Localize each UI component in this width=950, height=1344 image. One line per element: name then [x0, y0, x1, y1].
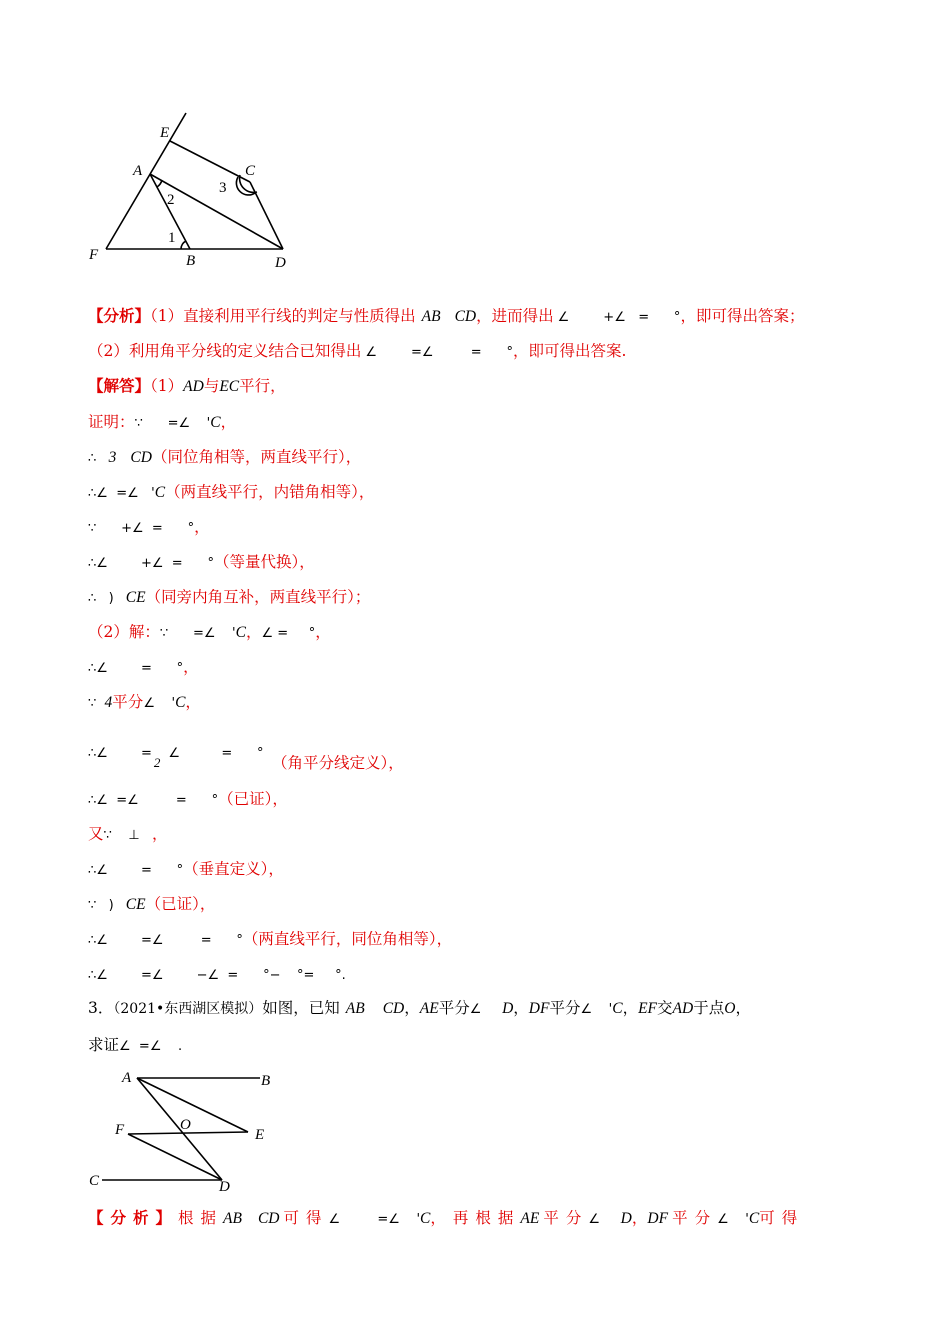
analysis-line-1: 【分析】（1）直接利用平行线的判定与性质得出 AB CD，进而得出 ∠ +∠ = °，即可得出答案；: [88, 306, 805, 325]
fig1-label-C: C: [245, 163, 256, 179]
reason-12: （已证），: [218, 790, 288, 808]
analysis-cd: CD: [454, 308, 477, 325]
reason-11: （角平分线定义），: [272, 754, 404, 772]
analysis-3-tag: 【分析】: [88, 1208, 179, 1227]
fig1-label-A: A: [133, 163, 143, 179]
proof-line-8: （2）解：∵ =∠ 'C，∠ = °，: [88, 623, 331, 641]
answer-ad: AD: [183, 378, 204, 395]
fig1-line-EC: [170, 141, 250, 182]
proof-line-3: ∴ 3 CD（同位角相等，两直线平行），: [88, 448, 362, 466]
fig1-label-B: B: [186, 253, 196, 269]
answer-parallel: 平行，: [239, 377, 286, 395]
proof-line-13: 又∵ ⊥ ，: [88, 825, 168, 843]
fig1-label-D: D: [275, 255, 286, 271]
problem-3-line-1: 3．（2021•东西湖区模拟）如图，已知 AB CD，AE平分∠ D，DF平分∠ 'C，EF交AD于点O，: [88, 999, 751, 1017]
fig1-label-2: 2: [167, 192, 175, 208]
also-label: 又: [88, 825, 104, 843]
bisect-label: 平分: [112, 693, 144, 711]
fig1-label-F: F: [89, 247, 99, 263]
fig1-label-1: 1: [168, 230, 176, 246]
a3-d: 平分: [543, 1209, 589, 1227]
proof-line-12: ∴∠ =∠ = °（已证），: [88, 790, 288, 808]
fig1-label-E: E: [160, 125, 170, 141]
analysis-text-2: ，进而得出: [476, 307, 554, 325]
analysis-line-2: （2）利用角平分线的定义结合已知得出 ∠ =∠ = °，即可得出答案.: [88, 342, 627, 360]
a3-e: 平分: [672, 1209, 718, 1227]
answer-line-1: [88, 376, 286, 397]
analysis-3-line: 【分析】根据AB CD 可得∠ =∠ 'C，再根据AE 平分∠ D，DF 平分∠ 'C可得: [88, 1208, 805, 1227]
reason-6: （等量代换），: [213, 553, 315, 571]
a3-a: 根据: [178, 1209, 224, 1227]
proof-line-14: ∴∠ = °（垂直定义），: [88, 860, 284, 878]
fig2-line-FD: [128, 1134, 222, 1180]
fig1-angle-1-arc: [181, 241, 186, 249]
fig2-label-F: F: [115, 1122, 125, 1138]
answer-ec: EC: [219, 378, 240, 395]
answer-head: （1）: [150, 377, 184, 395]
proof-line-5: ∵ +∠ = °，: [88, 518, 210, 536]
analysis-text-3: ，即可得出答案；: [680, 307, 805, 325]
proof-line-9: ∴∠ = °，: [88, 658, 199, 676]
analysis-text-5: ，即可得出答案.: [512, 342, 627, 360]
a3-c: ，再根据: [430, 1209, 521, 1227]
reason-3: （同位角相等，两直线平行），: [151, 448, 362, 466]
problem-3-line-2: 求证∠ =∠ .: [88, 1036, 183, 1054]
fig1-angle-2-arc: [157, 180, 162, 187]
proof-line-10: ∵ 4平分∠ 'C，: [88, 693, 201, 711]
proof-line-7: ∴ ) CE（同旁内角互补，两直线平行）；: [88, 588, 371, 606]
proof-line-6: ∴∠ +∠ = °（等量代换），: [88, 553, 315, 571]
prove-label: 求证: [88, 1036, 120, 1054]
analysis-tag: 【分析】: [88, 306, 151, 325]
problem-text-a: 如图，已知: [262, 999, 340, 1017]
fig2-label-B: B: [261, 1073, 271, 1089]
a3-f: 可得: [759, 1209, 805, 1227]
figure-2-parallel: [80, 1062, 300, 1194]
reason-15: （已证），: [145, 895, 216, 913]
reason-16: （两直线平行，同位角相等），: [242, 930, 453, 948]
analysis-text-1: （1）直接利用平行线的判定与性质得出: [150, 307, 416, 325]
problem-ab: AB: [345, 1000, 365, 1017]
fig2-line-AE: [137, 1078, 248, 1132]
answer-with: 与: [203, 377, 220, 395]
fig1-label-3: 3: [219, 180, 227, 196]
fig2-label-C: C: [89, 1173, 100, 1189]
reason-4: （两直线平行，内错角相等），: [165, 483, 375, 501]
reason-7: （同旁内角互补，两直线平行）；: [145, 588, 371, 606]
answer-tag: 【解答】: [88, 376, 151, 395]
reason-14: （垂直定义），: [183, 860, 284, 878]
problem-source: （2021•东西湖区模拟）: [113, 1001, 263, 1017]
proof-line: 证明：∵ =∠ 'C，: [88, 413, 237, 431]
a3-b: 可得: [283, 1209, 329, 1227]
figure-1-triangle: [80, 110, 320, 275]
proof-line-15: ∵ ) CE（已证），: [88, 895, 216, 913]
fig2-label-O: O: [180, 1117, 191, 1133]
proof-line-16: ∴∠ =∠ = °（两直线平行，同位角相等），: [88, 930, 453, 948]
fig1-line-AE-ray: [106, 113, 186, 249]
analysis-ab: AB: [421, 308, 441, 325]
problem-cd: CD: [382, 1000, 405, 1017]
analysis-text-4: （2）利用角平分线的定义结合已知得出: [88, 342, 362, 360]
proof-line-17: ∴∠ =∠ −∠ = °− °= °.: [88, 968, 346, 983]
proof-label: 证明：: [88, 413, 135, 431]
part-2-label: （2）解：: [88, 623, 160, 641]
proof-line-4: ∴∠ =∠ 'C（两直线平行，内错角相等），: [88, 483, 375, 501]
proof-line-11: ∴∠ $=_2\angle$ = °: [88, 746, 264, 770]
fig2-label-D: D: [219, 1179, 230, 1194]
problem-number: 3．: [88, 999, 114, 1017]
fig2-label-A: A: [122, 1070, 132, 1086]
half-denominator: 2: [153, 755, 161, 770]
proof-line-11-reason: [272, 753, 404, 773]
fig2-label-E: E: [255, 1127, 265, 1143]
